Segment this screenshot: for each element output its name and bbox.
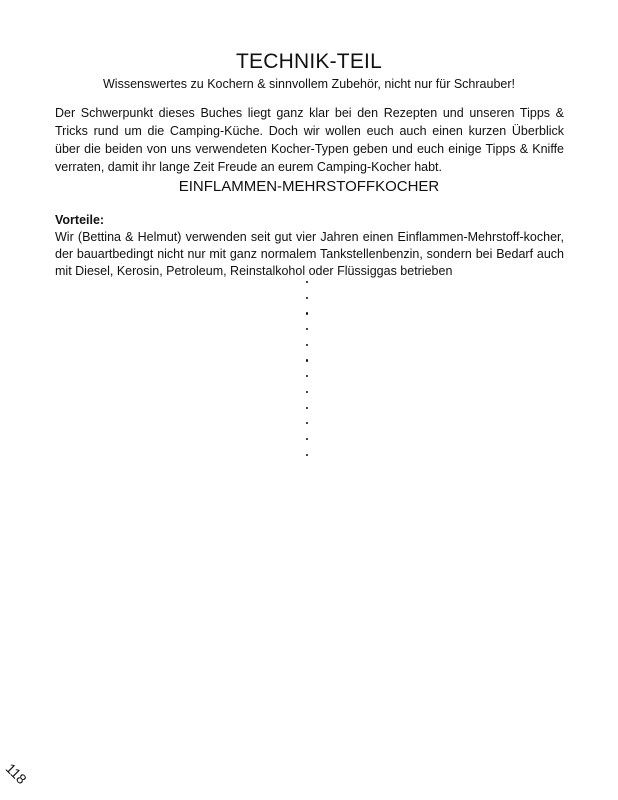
page-number: 118 [2,760,30,788]
advantages-text: Wir (Bettina & Helmut) verwenden seit gut vier Jahren einen Einflammen-Mehrstoff-kocher, der bauartbedingt nicht nur mit ganz normalem Tankstellenbenzin, sondern bei Bedarf auch mit Diesel, Kerosin, Petroleum, Reinstalkohol oder Flüssiggas betrieben [55,230,564,278]
ellipsis-dot [306,391,308,393]
continuation-dots [306,281,314,469]
ellipsis-dot [306,297,308,299]
ellipsis-dot [306,281,308,283]
page-subtitle: Wissenswertes zu Kochern & sinnvollem Zubehör, nicht nur für Schrauber! [103,77,515,91]
ellipsis-dot [306,312,308,314]
ellipsis-dot [306,344,308,346]
ellipsis-dot [306,438,308,440]
intro-paragraph: Der Schwerpunkt dieses Buches liegt ganz klar bei den Rezepten und unseren Tipps & Tricks rund um die Camping-Küche. Doch wir wollen euch auch einen kurzen Überblick über die beiden von uns verwendeten Kocher-Typen geben und euch einige Tipps & Kniffe verraten, damit ihr lange Zeit Freude an eurem Camping-Kocher habt. [55,106,564,174]
ellipsis-dot [306,328,308,330]
ellipsis-dot [306,375,308,377]
page-title: TECHNIK-TEIL [236,50,382,73]
section-heading: EINFLAMMEN-MEHRSTOFFKOCHER [178,178,440,195]
ellipsis-dot [306,422,308,424]
advantages-label: Vorteile: [55,213,105,227]
ellipsis-dot [306,454,308,456]
ellipsis-dot [306,407,308,409]
ellipsis-dot [306,359,308,361]
advantages-block [55,212,564,280]
